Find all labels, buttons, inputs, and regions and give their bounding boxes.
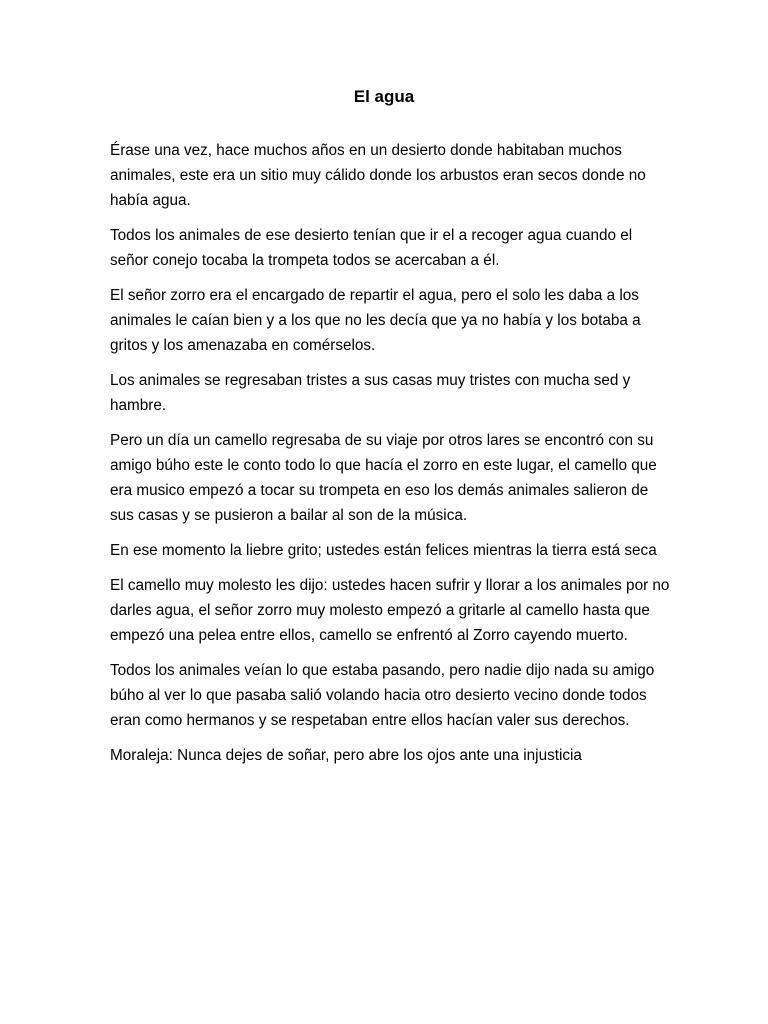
moral-paragraph: Moraleja: Nunca dejes de soñar, pero abre los ojos ante una injusticia	[110, 747, 582, 764]
paragraph: Todos los animales de ese desierto tenían que ir el a recoger agua cuando el señor conejo tocaba la trompeta todos se acercaban a él.	[110, 227, 633, 269]
paragraph: En ese momento la liebre grito; ustedes están felices mientras la tierra está seca	[110, 542, 657, 559]
paragraph: Érase una vez, hace muchos años en un desierto donde habitaban muchos animales, este era un sitio muy cálido donde los arbustos eran secos donde no había agua.	[110, 142, 646, 209]
paragraph: Pero un día un camello regresaba de su viaje por otros lares se encontró con su amigo búho este le conto todo lo que hacía el zorro en este lugar, el camello que era musico empezó a tocar su trompeta en eso los demás animales salieron de sus casas y se pusieron a bailar al son de la música.	[110, 432, 657, 524]
document-title: El agua	[353, 87, 415, 106]
paragraph: El señor zorro era el encargado de repartir el agua, pero el solo les daba a los animales le caían bien y a los que no les decía que ya no había y los botaba a gritos y los amenazaba en comérselos.	[110, 287, 641, 354]
document-body	[110, 138, 670, 778]
paragraph: Todos los animales veían lo que estaba pasando, pero nadie dijo nada su amigo búho al ver lo que pasaba salió volando hacia otro desierto vecino donde todos eran como hermanos y se respetaban entre ellos hacían valer sus derechos.	[110, 662, 655, 729]
paragraph: Los animales se regresaban tristes a sus casas muy tristes con mucha sed y hambre.	[110, 372, 631, 414]
paragraph: El camello muy molesto les dijo: ustedes hacen sufrir y llorar a los animales por no darles agua, el señor zorro muy molesto empezó a gritarle al camello hasta que empezó una pelea entre ellos, camello se enfrentó al Zorro cayendo muerto.	[110, 577, 670, 644]
